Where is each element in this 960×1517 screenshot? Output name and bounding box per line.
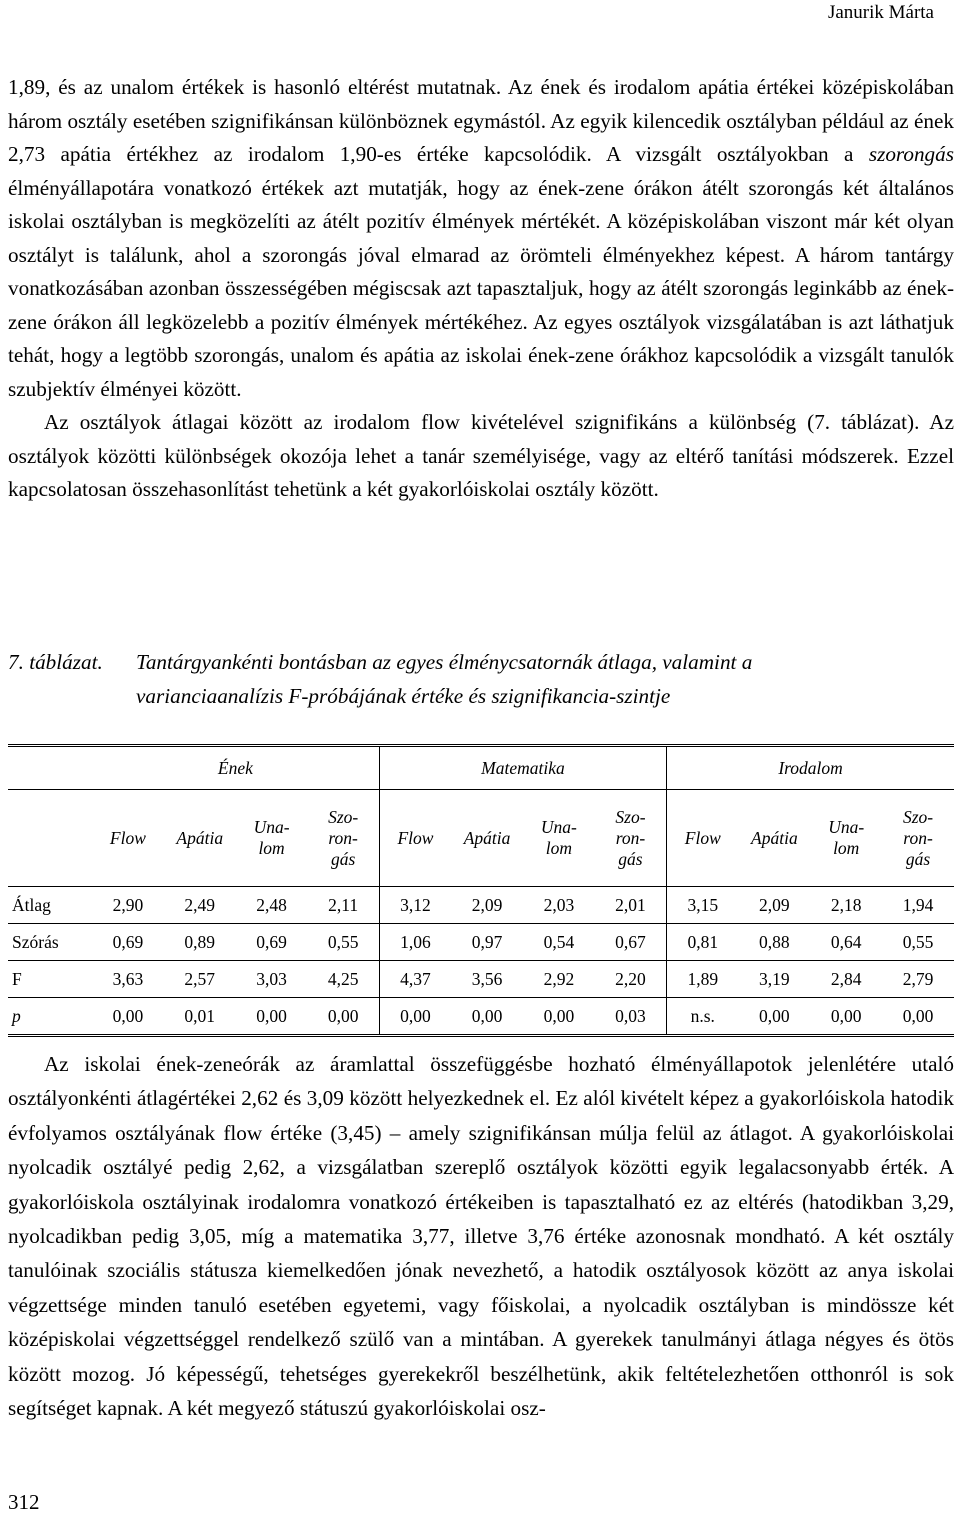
col-header-flow: Flow: [379, 790, 451, 887]
table-caption: [8, 646, 954, 713]
table-cell: 4,25: [307, 961, 379, 998]
table-cell: 0,01: [164, 998, 236, 1036]
group-header-irodalom: Irodalom: [667, 746, 954, 790]
body-text-bottom: [8, 1047, 954, 1425]
table-cell: 2,18: [810, 887, 882, 924]
table-cell: 0,00: [451, 998, 523, 1036]
table-cell: 0,69: [236, 924, 308, 961]
text-run: A vizsgált osztályokban a: [605, 142, 869, 166]
text-run: 1,89, és az unalom értékek is hasonló eltérést mutatnak. Az ének és irodalom apátia értékei középiskolában három osztály esetében szignifikánsan különböznek egymástól. Az egyik kilencedik osztályban például az ének 2,73 apátia értékhez az irodalom 1,90-es értéke kapcsolódik.: [8, 75, 954, 166]
table-cell: 3,63: [92, 961, 164, 998]
table-cell: 0,81: [667, 924, 739, 961]
table-cell: 2,84: [810, 961, 882, 998]
col-header-szorongas: Szo- ron- gás: [307, 790, 379, 887]
table-cell: 0,03: [595, 998, 667, 1036]
data-table: [8, 744, 954, 1037]
table-cell: 0,00: [882, 998, 954, 1036]
table-cell: 2,09: [451, 887, 523, 924]
table-cell: 3,03: [236, 961, 308, 998]
group-header-enek: Ének: [92, 746, 379, 790]
table-cell: 0,00: [379, 998, 451, 1036]
table-cell: 4,37: [379, 961, 451, 998]
subheader-row: [8, 790, 954, 887]
table-row: [8, 961, 954, 998]
table-cell: 3,12: [379, 887, 451, 924]
table-cell: 0,54: [523, 924, 595, 961]
paragraph: [8, 1047, 954, 1425]
col-header-unalom: Una- lom: [523, 790, 595, 887]
table-cell: n.s.: [667, 998, 739, 1036]
table-cell: 0,00: [307, 998, 379, 1036]
table-cell: 0,55: [307, 924, 379, 961]
table-cell: 0,00: [92, 998, 164, 1036]
table-cell: 0,69: [92, 924, 164, 961]
col-header-apatia: Apátia: [451, 790, 523, 887]
col-header-flow: Flow: [667, 790, 739, 887]
row-label: F: [8, 961, 92, 998]
table-cell: 2,92: [523, 961, 595, 998]
col-header-flow: Flow: [92, 790, 164, 887]
col-header-szorongas: Szo- ron- gás: [595, 790, 667, 887]
row-label: Szórás: [8, 924, 92, 961]
caption-line-1: [8, 646, 954, 680]
col-header-unalom: Una- lom: [810, 790, 882, 887]
table-cell: 0,88: [738, 924, 810, 961]
paragraph: [8, 71, 954, 406]
table-cell: 1,94: [882, 887, 954, 924]
col-header-szorongas: Szo- ron- gás: [882, 790, 954, 887]
italic-term: szorongás: [868, 142, 954, 166]
corner-cell: [8, 790, 92, 887]
row-label: Átlag: [8, 887, 92, 924]
table-cell: 0,00: [738, 998, 810, 1036]
text-run: Az iskolai ének-zeneórák az áramlattal összefüggésbe hozható élményállapotok jelenlétére utaló osztályonkénti átlagértékei 2,62 és 3,09 között helyezkednek el. Ez alól kivételt képez a gyakorlóiskola hatodik évfolyamos osztályának flow értéke (3,45) – amely szignifikánsan múlja felül az átlagot. A gyakorlóiskolai nyolcadik osztályé pedig 2,62, a vizsgálatban szereplő osztályok közötti egyik legalacsonyabb érték. A gyakorlóiskola osztályinak irodalomra vonatkozó értékeiben is tapasztalható ez az eltérés (hatodikban 3,29, nyolcadikban pedig 3,05, míg a matematika 3,77, illetve 3,76 értéke azonosnak mondható. A két osztály tanulóinak szociális státusza kiemelkedően jónak nevezhető, a hatodik osztályosok között az anya iskolai végzettsége minden tanuló esetében egyetemi, vagy főiskolai, a nyolcadik osztályban is mindössze két középiskolai végzettséggel rendelkező szülő van a mintában. A gyerekek tanulmányi átlaga négyes és ötös között mozog. Jó képességű, tehetséges gyerekekről beszélhetünk, akik feltételezhetően otthonról is sok segítséget kapnak. A két megyező státuszú gyakorlóiskolai osz-: [8, 1052, 954, 1421]
table-cell: 1,06: [379, 924, 451, 961]
text-run: Az osztályok átlagai között az irodalom flow kivételével szignifikáns a különbség (7. táblázat). Az osztályok közötti különbségek okozója lehet a tanár személyisége, vagy az eltérő tanítási módszerek. Ezzel kapcsolatosan összehasonlítást tehetünk a két gyakorlóiskolai osztály között.: [8, 410, 954, 501]
table-cell: 3,15: [667, 887, 739, 924]
body-text-top: [8, 71, 954, 507]
running-head: Janurik Márta: [827, 2, 934, 23]
table-cell: 2,09: [738, 887, 810, 924]
table-cell: 0,64: [810, 924, 882, 961]
col-header-apatia: Apátia: [738, 790, 810, 887]
caption-label: 7. táblázat.: [8, 650, 103, 674]
table-cell: 0,89: [164, 924, 236, 961]
table-row: [8, 924, 954, 961]
table-cell: 1,89: [667, 961, 739, 998]
group-header-matematika: Matematika: [379, 746, 666, 790]
table-cell: 0,67: [595, 924, 667, 961]
table-cell: 2,20: [595, 961, 667, 998]
group-header-row: [8, 746, 954, 790]
text-run: élményállapotára vonatkozó értékek azt mutatják, hogy az ének-zene órákon átélt szorongás két általános iskolai osztályban is megközelíti az átélt pozitív élmények mértékét. A középiskolában viszont már két olyan osztályt is találunk, ahol a szorongás jóval elmarad az örömteli élményekhez képest. A három tantárgy vonatkozásában azonban összességében mégiscsak azt tapasztaljuk, hogy az átélt szorongás leginkább az ének-zene órákon áll legközelebb a pozitív élmények mértékéhez. Az egyes osztályok vizsgálatában is azt láthatjuk tehát, hogy a legtöbb szorongás, unalom és apátia az iskolai ének-zene órákhoz kapcsolódik a vizsgált tanulók szubjektív élményei között.: [8, 175, 954, 401]
paragraph: [8, 406, 954, 507]
table-cell: 2,57: [164, 961, 236, 998]
table-cell: 2,01: [595, 887, 667, 924]
table-cell: 0,00: [523, 998, 595, 1036]
table-cell: 2,90: [92, 887, 164, 924]
table-cell: 3,19: [738, 961, 810, 998]
row-label: p: [8, 998, 92, 1036]
table-cell: 0,55: [882, 924, 954, 961]
table-cell: 2,11: [307, 887, 379, 924]
page-number: 312: [8, 1490, 40, 1514]
table-cell: 0,00: [810, 998, 882, 1036]
corner-cell: [8, 746, 92, 790]
col-header-unalom: Una- lom: [236, 790, 308, 887]
caption-title-1: Tantárgyankénti bontásban az egyes élménycsatornák átlaga, valamint a: [136, 650, 753, 674]
table-cell: 3,56: [451, 961, 523, 998]
col-header-apatia: Apátia: [164, 790, 236, 887]
table-cell: 0,97: [451, 924, 523, 961]
table-row: [8, 998, 954, 1036]
table-row: [8, 887, 954, 924]
table-cell: 2,03: [523, 887, 595, 924]
table-body: [8, 887, 954, 1036]
table-cell: 2,49: [164, 887, 236, 924]
caption-title-2: varianciaanalízis F-próbájának értéke és szignifikancia-szintje: [136, 683, 671, 708]
table-cell: 0,00: [236, 998, 308, 1036]
table-cell: 2,79: [882, 961, 954, 998]
table-cell: 2,48: [236, 887, 308, 924]
